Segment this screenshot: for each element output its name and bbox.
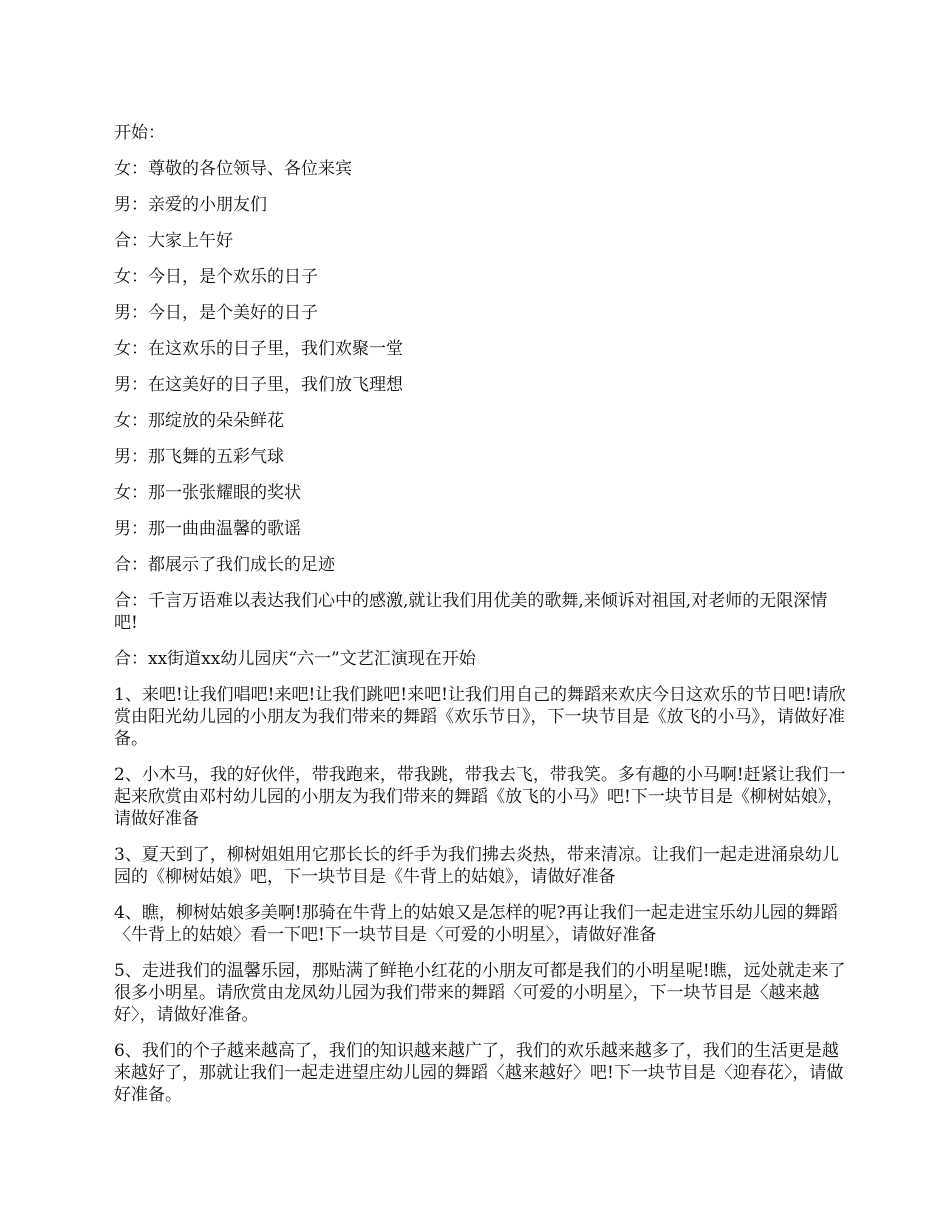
program-item-4: 4、瞧，柳树姑娘多美啊!那骑在牛背上的姑娘又是怎样的呢?再让我们一起走进宝乐幼儿园的舞蹈〈牛背上的姑娘〉看一下吧!下一块节目是〈可爱的小明星〉，请做好准备 bbox=[114, 903, 838, 945]
text-line: 男：亲爱的小朋友们 bbox=[114, 195, 267, 215]
text-line: 女：那绽放的朵朵鲜花 bbox=[114, 411, 284, 431]
text-line: 合：都展示了我们成长的足迹 bbox=[114, 555, 335, 575]
text-line: 男：今日，是个美好的日子 bbox=[114, 303, 318, 323]
text-line: 男：在这美好的日子里，我们放飞理想 bbox=[114, 375, 403, 395]
text-line: 男：那飞舞的五彩气球 bbox=[114, 447, 284, 467]
text-line-start: 开始： bbox=[114, 123, 165, 143]
text-line: 女：今日，是个欢乐的日子 bbox=[114, 267, 318, 287]
text-line: 女：尊敬的各位领导、各位来宾 bbox=[114, 159, 352, 179]
text-line: 男：那一曲曲温馨的歌谣 bbox=[114, 519, 301, 539]
text-line: 女：在这欢乐的日子里，我们欢聚一堂 bbox=[114, 339, 403, 359]
program-item-5: 5、走进我们的温馨乐园，那贴满了鲜艳小红花的小朋友可都是我们的小明星呢!瞧，远处就走来了很多小明星。请欣赏由龙凤幼儿园为我们带来的舞蹈〈可爱的小明星〉，下一块节目是〈越来越好〉，请做好准备。 bbox=[114, 961, 846, 1025]
program-item-6: 6、我们的个子越来越高了，我们的知识越来越广了，我们的欢乐越来越多了，我们的生活更是越来越好了，那就让我们一起走进望庄幼儿园的舞蹈〈越来越好〉吧!下一块节目是〈迎春花〉，请做好准备。 bbox=[114, 1041, 844, 1105]
text-paragraph: 合：xx街道xx幼儿园庆“六一”文艺汇演现在开始 bbox=[114, 649, 476, 669]
program-item-2: 2、小木马，我的好伙伴，带我跑来，带我跳，带我去飞，带我笑。多有趣的小马啊!赶紧让我们一起来欣赏由邓村幼儿园的小朋友为我们带来的舞蹈《放飞的小马》吧!下一块节目是《柳树姑娘》，请做好准备 bbox=[114, 765, 846, 829]
text-line: 合：大家上午好 bbox=[114, 231, 233, 251]
program-item-1: 1、来吧!让我们唱吧!来吧!让我们跳吧!来吧!让我们用自己的舞蹈来欢庆今日这欢乐的节日吧!请欣赏由阳光幼儿园的小朋友为我们带来的舞蹈《欢乐节日》，下一块节目是《放飞的小马》，请做好准备。 bbox=[114, 685, 846, 749]
text-paragraph: 合：千言万语难以表达我们心中的感激,就让我们用优美的歌舞,来倾诉对祖国,对老师的无限深情吧! bbox=[114, 591, 828, 633]
text-line: 女：那一张张耀眼的奖状 bbox=[114, 483, 301, 503]
document-body bbox=[114, 122, 846, 1120]
program-item-3: 3、夏天到了，柳树姐姐用它那长长的纤手为我们拂去炎热，带来清凉。让我们一起走进涌泉幼儿园的《柳树姑娘》吧，下一块节目是《牛背上的姑娘》，请做好准备 bbox=[114, 845, 839, 887]
